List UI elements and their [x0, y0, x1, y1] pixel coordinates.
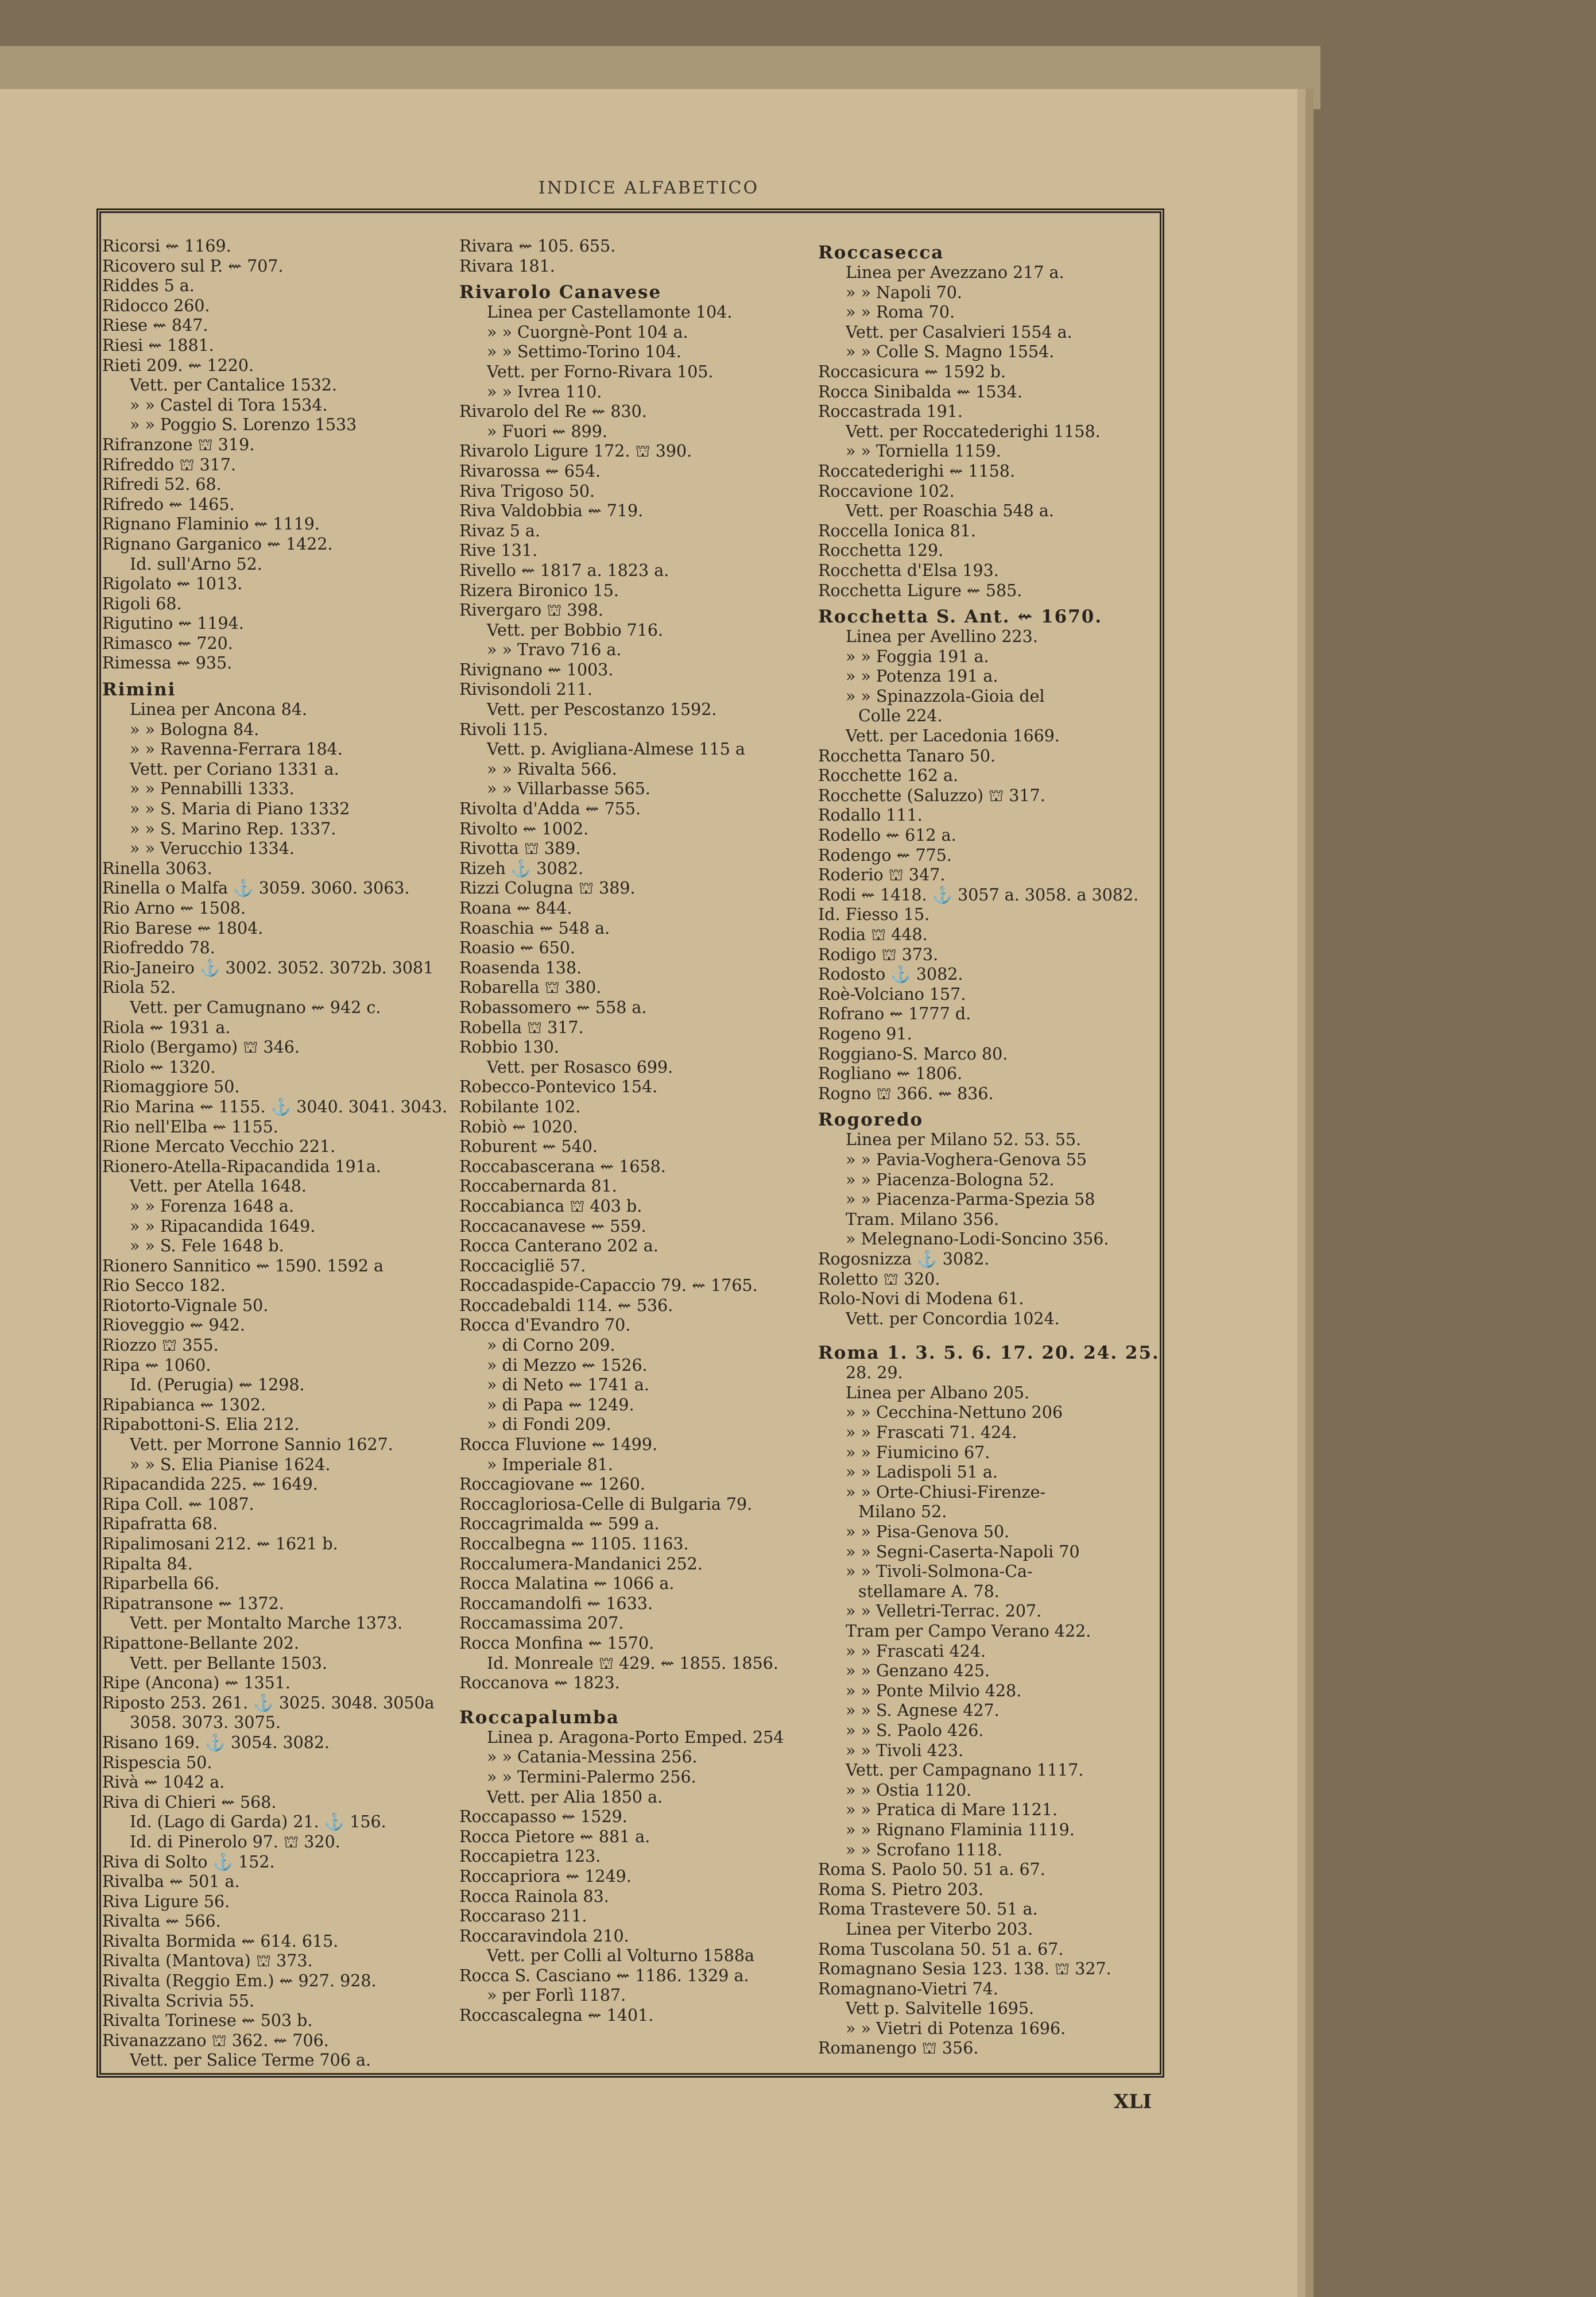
- index-entry: » » Ponte Milvio 428.: [846, 1681, 1022, 1700]
- index-entry: Linea per Castellamonte 104.: [487, 303, 733, 322]
- index-entry: Rivisondoli 211.: [459, 680, 593, 699]
- index-entry: Ricovero sul P. ⇜ 707.: [102, 256, 284, 276]
- index-entry: » » Frascati 424.: [846, 1641, 986, 1661]
- index-entry: Ripabianca ⇜ 1302.: [102, 1395, 266, 1414]
- index-entry: Vett. p. Avigliana-Almese 115 a: [487, 740, 745, 759]
- index-entry: » » S. Agnese 427.: [846, 1701, 1000, 1720]
- index-entry: Ripe (Ancona) ⇜ 1351.: [102, 1673, 290, 1693]
- index-entry: Riva Trigoso 50.: [459, 481, 595, 501]
- index-entry: Rimessa ⇜ 935.: [102, 653, 233, 673]
- index-entry: Vett. per Montalto Marche 1373.: [130, 1614, 403, 1633]
- index-entry: Riva Valdobbia ⇜ 719.: [459, 501, 644, 521]
- index-entry: Riotorto-Vignale 50.: [102, 1296, 269, 1315]
- index-entry: » di Fondi 209.: [487, 1415, 611, 1434]
- index-entry: Vett. per Campagnano 1117.: [846, 1761, 1084, 1780]
- index-entry: Rivalta ⇜ 566.: [102, 1912, 221, 1931]
- index-entry: » » Ivrea 110.: [487, 382, 602, 401]
- index-entry: Romagnano Sesia 123. 138. ⛫ 327.: [818, 1959, 1111, 1979]
- index-entry: Rocca Pietore ⇜ 881 a.: [459, 1827, 650, 1846]
- index-entry: Linea per Albano 205.: [846, 1383, 1030, 1402]
- index-entry: Roccapasso ⇜ 1529.: [459, 1807, 627, 1827]
- index-entry: Rocca Fluvione ⇜ 1499.: [459, 1435, 658, 1455]
- index-entry: Ripafratta 68.: [102, 1514, 218, 1534]
- index-column-3: [818, 237, 1163, 2059]
- index-entry: » » S. Elia Pianise 1624.: [130, 1455, 331, 1474]
- index-entry: Robbio 130.: [459, 1038, 559, 1057]
- page-title: INDICE ALFABETICO: [538, 178, 760, 198]
- index-entry: Roma S. Paolo 50. 51 a. 67.: [818, 1860, 1045, 1880]
- index-entry: Vett. per Bellante 1503.: [130, 1653, 328, 1673]
- index-entry: Id. Fiesso 15.: [818, 905, 930, 925]
- index-entry: Rogliano ⇜ 1806.: [818, 1064, 963, 1084]
- index-entry: » » Tivoli 423.: [846, 1741, 964, 1760]
- index-entry: [818, 1329, 1163, 1337]
- index-entry: Rivoli 115.: [459, 720, 548, 739]
- index-entry: Roccaraso 211.: [459, 1907, 587, 1926]
- index-entry: Roccanova ⇜ 1823.: [459, 1673, 620, 1693]
- index-entry: Roccatederighi ⇜ 1158.: [818, 461, 1016, 481]
- index-entry: Roccaravindola 210.: [459, 1926, 629, 1946]
- index-entry: Rifranzone ⛫ 319.: [102, 435, 255, 454]
- index-column-1: [102, 237, 448, 2071]
- index-entry: » di Mezzo ⇜ 1526.: [487, 1355, 648, 1375]
- index-entry: Rivara 181.: [459, 256, 555, 276]
- index-entry: » » Foggia 191 a.: [846, 647, 989, 666]
- index-entry: Riola 52.: [102, 978, 176, 997]
- index-entry: Riesi ⇜ 1881.: [102, 335, 214, 355]
- index-entry: » » Poggio S. Lorenzo 1533: [130, 415, 357, 435]
- index-entry: Rodi ⇜ 1418. ⚓ 3057 a. 3058. a 3082.: [818, 885, 1139, 904]
- index-entry: Romagnano-Vietri 74.: [818, 1979, 998, 1998]
- index-entry: Ripattone-Bellante 202.: [102, 1633, 299, 1653]
- index-entry: Id. Monreale ⛫ 429. ⇜ 1855. 1856.: [487, 1653, 778, 1673]
- index-entry: » » Bologna 84.: [130, 720, 259, 739]
- index-entry: Rio Arno ⇜ 1508.: [102, 899, 246, 918]
- index-entry: » » Forenza 1648 a.: [130, 1196, 294, 1216]
- index-entry: Rio nell'Elba ⇜ 1155.: [102, 1117, 278, 1136]
- index-entry: Riva di Solto ⚓ 152.: [102, 1852, 275, 1871]
- index-entry: Rivignano ⇜ 1003.: [459, 660, 614, 679]
- index-entry: » » Vietri di Potenza 1696.: [846, 2018, 1066, 2038]
- index-entry: Ripatransone ⇜ 1372.: [102, 1594, 284, 1613]
- index-entry: » Fuori ⇜ 899.: [487, 421, 607, 441]
- index-entry: Ridocco 260.: [102, 296, 210, 315]
- index-entry: Rocca Monfina ⇜ 1570.: [459, 1633, 654, 1653]
- index-entry: Rocca Malatina ⇜ 1066 a.: [459, 1574, 675, 1594]
- index-entry: Roccella Ionica 81.: [818, 521, 976, 540]
- index-entry: Rocca Sinibalda ⇜ 1534.: [818, 382, 1022, 401]
- index-entry: » » Orte-Chiusi-Firenze-: [846, 1482, 1046, 1502]
- index-entry: Robilante 102.: [459, 1097, 581, 1116]
- index-entry: Rizzi Colugna ⛫ 389.: [459, 879, 636, 898]
- index-entry: Ripa ⇜ 1060.: [102, 1355, 211, 1375]
- index-entry: Riomaggiore 50.: [102, 1077, 240, 1097]
- index-entry: Rivolta d'Adda ⇜ 755.: [459, 799, 641, 819]
- index-entry: » » Villarbasse 565.: [487, 779, 650, 799]
- index-entry: Id. (Perugia) ⇜ 1298.: [130, 1375, 305, 1395]
- index-entry: Rocchetta d'Elsa 193.: [818, 560, 999, 580]
- index-entry: » » S. Paolo 426.: [846, 1720, 984, 1740]
- index-entry: Roburent ⇜ 540.: [459, 1137, 598, 1157]
- index-entry: » » Cecchina-Nettuno 206: [846, 1403, 1063, 1422]
- index-entry: » » Piacenza-Bologna 52.: [846, 1170, 1055, 1189]
- index-entry: Linea per Milano 52. 53. 55.: [846, 1130, 1082, 1150]
- index-entry: Roccalumera-Mandanici 252.: [459, 1554, 703, 1573]
- index-entry: » » Pratica di Mare 1121.: [846, 1800, 1058, 1820]
- index-entry: Rocchette 162 a.: [818, 766, 959, 786]
- index-entry: » » Potenza 191 a.: [846, 667, 998, 686]
- index-entry: Roccagrimalda ⇜ 599 a.: [459, 1514, 660, 1534]
- index-entry: Rivello ⇜ 1817 a. 1823 a.: [459, 560, 669, 580]
- index-entry: Rocchette (Saluzzo) ⛫ 317.: [818, 786, 1045, 805]
- index-entry: Rigutino ⇜ 1194.: [102, 614, 244, 633]
- index-entry: Roasio ⇜ 650.: [459, 938, 575, 958]
- index-entry: Rodigo ⛫ 373.: [818, 945, 939, 964]
- index-entry: Rio Secco 182.: [102, 1276, 226, 1296]
- index-entry: » » Piacenza-Parma-Spezia 58: [846, 1190, 1095, 1209]
- index-entry: Roderio ⛫ 347.: [818, 865, 946, 885]
- index-entry: Rignano Flaminio ⇜ 1119.: [102, 515, 320, 534]
- index-entry: Vett. per Camugnano ⇜ 942 c.: [130, 997, 381, 1017]
- index-entry: » » Ripacandida 1649.: [130, 1216, 316, 1236]
- index-entry: Riofreddo 78.: [102, 938, 215, 958]
- index-entry: Rifredo ⇜ 1465.: [102, 494, 235, 514]
- index-entry: Vett. per Coriano 1331 a.: [130, 759, 339, 779]
- index-entry: Riva di Chieri ⇜ 568.: [102, 1792, 277, 1812]
- index-entry: » » Spinazzola-Gioia del: [846, 686, 1045, 706]
- index-entry: Roccabascerana ⇜ 1658.: [459, 1157, 666, 1176]
- index-entry: Riolo ⇜ 1320.: [102, 1057, 216, 1077]
- index-entry: Robella ⛫ 317.: [459, 1018, 584, 1037]
- index-entry: Riozzo ⛫ 355.: [102, 1336, 219, 1355]
- index-heading: Rivarolo Canavese: [459, 282, 662, 303]
- index-entry: Vett. per Casalvieri 1554 a.: [846, 322, 1072, 342]
- index-entry: Rio-Janeiro ⚓ 3002. 3052. 3072b. 3081: [102, 958, 434, 977]
- index-entry: Rivaz 5 a.: [459, 521, 540, 540]
- index-entry: Rocchetta Tanaro 50.: [818, 746, 996, 765]
- index-heading: Rocchetta S. Ant. ⇜ 1670.: [818, 606, 1103, 628]
- index-entry: » » Rignano Flaminia 1119.: [846, 1820, 1075, 1839]
- index-entry: Roccadaspide-Capaccio 79. ⇜ 1765.: [459, 1276, 758, 1296]
- index-entry: » » Catania-Messina 256.: [487, 1747, 698, 1767]
- index-entry: » » Castel di Tora 1534.: [130, 395, 328, 415]
- index-entry: Rogosnizza ⚓ 3082.: [818, 1249, 990, 1269]
- index-entry: Roccaciglië 57.: [459, 1256, 586, 1275]
- index-entry: Riese ⇜ 847.: [102, 316, 208, 335]
- index-entry: Tram per Campo Verano 422.: [846, 1622, 1091, 1641]
- index-entry: Vett. per Atella 1648.: [130, 1177, 307, 1196]
- index-entry: Milano 52.: [858, 1502, 947, 1522]
- index-entry: » » Settimo-Torino 104.: [487, 342, 681, 362]
- index-entry: Linea per Avellino 223.: [846, 627, 1038, 647]
- index-entry: Roana ⇜ 844.: [459, 899, 572, 918]
- index-heading: Rogoredo: [818, 1109, 924, 1131]
- index-entry: Robecco-Pontevico 154.: [459, 1077, 658, 1097]
- index-entry: » » S. Maria di Piano 1332: [130, 799, 350, 819]
- index-entry: » » Frascati 71. 424.: [846, 1423, 1017, 1443]
- index-entry: Vett p. Salvitelle 1695.: [846, 1999, 1035, 2018]
- index-entry: Rodengo ⇜ 775.: [818, 845, 952, 865]
- index-entry: » » S. Fele 1648 b.: [130, 1236, 284, 1256]
- index-entry: Robiò ⇜ 1020.: [459, 1117, 578, 1136]
- index-entry: Roccagloriosa-Celle di Bulgaria 79.: [459, 1494, 753, 1514]
- index-entry: Rifredi 52. 68.: [102, 475, 222, 494]
- index-entry: Vett. per Pescostanzo 1592.: [487, 700, 717, 720]
- index-entry: Vett. per Concordia 1024.: [846, 1309, 1060, 1328]
- index-entry: Robarella ⛫ 380.: [459, 978, 602, 997]
- index-entry: » » Termini-Palermo 256.: [487, 1767, 696, 1786]
- index-entry: » » Pisa-Genova 50.: [846, 1522, 1010, 1542]
- index-entry: Rispescia 50.: [102, 1753, 212, 1772]
- index-entry: » » Cuorgnè-Pont 104 a.: [487, 322, 688, 342]
- index-entry: » » Segni-Caserta-Napoli 70: [846, 1542, 1080, 1561]
- index-entry: Rivalta Bormida ⇜ 614. 615.: [102, 1931, 339, 1951]
- index-entry: Vett. per Cantalice 1532.: [130, 376, 337, 395]
- index-entry: Vett. per Lacedonia 1669.: [846, 726, 1060, 746]
- index-entry: Rocca S. Casciano ⇜ 1186. 1329 a.: [459, 1966, 749, 1985]
- index-entry: Rivarossa ⇜ 654.: [459, 461, 601, 481]
- index-entry: Rio Marina ⇜ 1155. ⚓ 3040. 3041. 3043.: [102, 1097, 448, 1116]
- index-entry: Rivalba ⇜ 501 a.: [102, 1872, 240, 1892]
- index-entry: Rivolto ⇜ 1002.: [459, 819, 589, 838]
- index-entry: » » Rivalta 566.: [487, 759, 617, 779]
- index-entry: Ripa Coll. ⇜ 1087.: [102, 1494, 254, 1514]
- index-entry: Riddes 5 a.: [102, 276, 195, 296]
- index-entry: » » Tivoli-Solmona-Ca-: [846, 1562, 1033, 1581]
- index-entry: Rinella o Malfa ⚓ 3059. 3060. 3063.: [102, 879, 410, 898]
- index-heading: Roccapalumba: [459, 1707, 619, 1728]
- index-entry: Rodosto ⚓ 3082.: [818, 965, 963, 984]
- index-entry: » » Pennabilli 1333.: [130, 779, 295, 799]
- index-entry: » » Scrofano 1118.: [846, 1840, 1002, 1859]
- index-entry: Roma S. Pietro 203.: [818, 1880, 984, 1899]
- index-entry: Rive 131.: [459, 541, 538, 560]
- index-entry: Roccacanavese ⇜ 559.: [459, 1216, 646, 1236]
- index-entry: Roccadebaldi 114. ⇜ 536.: [459, 1296, 673, 1315]
- page-number: XLI: [1114, 2090, 1152, 2113]
- index-entry: Vett. per Roccatederighi 1158.: [846, 421, 1101, 441]
- index-entry: [459, 1693, 809, 1702]
- index-entry: » » Travo 716 a.: [487, 640, 622, 660]
- index-entry: Riolo (Bergamo) ⛫ 346.: [102, 1038, 300, 1057]
- index-entry: Rifreddo ⛫ 317.: [102, 455, 237, 474]
- index-entry: Rivanazzano ⛫ 362. ⇜ 706.: [102, 2031, 329, 2050]
- index-entry: Rodallo 111.: [818, 806, 923, 825]
- index-entry: Id. di Pinerolo 97. ⛫ 320.: [130, 1832, 340, 1851]
- index-entry: » » Pavia-Voghera-Genova 55: [846, 1150, 1087, 1169]
- index-entry: Rolo-Novi di Modena 61.: [818, 1289, 1024, 1309]
- index-entry: Roccamassima 207.: [459, 1614, 624, 1633]
- index-column-2: [459, 237, 809, 2026]
- index-entry: Roè-Volciano 157.: [818, 984, 966, 1004]
- index-entry: Rocca d'Evandro 70.: [459, 1316, 631, 1335]
- index-entry: Rio Barese ⇜ 1804.: [102, 918, 264, 938]
- index-entry: Rignano Garganico ⇜ 1422.: [102, 534, 333, 554]
- index-entry: Rioveggio ⇜ 942.: [102, 1316, 245, 1335]
- index-entry: Vett. per Alia 1850 a.: [487, 1787, 663, 1807]
- index-entry: Rivergaro ⛫ 398.: [459, 601, 603, 620]
- index-entry: Rocchetta 129.: [818, 541, 944, 560]
- index-entry: Rocca Canterano 202 a.: [459, 1236, 658, 1256]
- index-entry: Rocca Rainola 83.: [459, 1886, 609, 1906]
- index-entry: Rione Mercato Vecchio 221.: [102, 1137, 336, 1157]
- index-entry: Rigoli 68.: [102, 594, 182, 613]
- index-entry: Rodia ⛫ 448.: [818, 925, 928, 944]
- index-entry: Rodello ⇜ 612 a.: [818, 826, 956, 845]
- index-entry: Roletto ⛫ 320.: [818, 1269, 940, 1289]
- index-entry: Vett. per Salice Terme 706 a.: [130, 2051, 371, 2070]
- index-entry: Ricorsi ⇜ 1169.: [102, 237, 231, 256]
- index-entry: 3058. 3073. 3075.: [130, 1713, 281, 1733]
- index-entry: Vett. per Colli al Volturno 1588a: [487, 1946, 754, 1966]
- index-entry: Rivalta (Mantova) ⛫ 373.: [102, 1951, 313, 1971]
- index-entry: Ripalta 84.: [102, 1554, 193, 1573]
- index-entry: Linea per Viterbo 203.: [846, 1919, 1033, 1939]
- index-entry: Roccasicura ⇜ 1592 b.: [818, 362, 1006, 381]
- index-entry: Rivarolo del Re ⇜ 830.: [459, 402, 647, 421]
- index-entry: Roma Trastevere 50. 51 a.: [818, 1900, 1038, 1919]
- index-entry: Riposto 253. 261. ⚓ 3025. 3048. 3050a: [102, 1693, 435, 1712]
- index-entry: Vett. per Roaschia 548 a.: [846, 501, 1054, 521]
- index-entry: » » Ostia 1120.: [846, 1780, 972, 1800]
- index-entry: Tram. Milano 356.: [846, 1209, 1000, 1229]
- index-entry: Rionero Sannitico ⇜ 1590. 1592 a: [102, 1256, 384, 1275]
- index-entry: » » Ladispoli 51 a.: [846, 1463, 998, 1482]
- index-entry: » » Torniella 1159.: [846, 442, 1001, 461]
- index-entry: Rizeh ⚓ 3082.: [459, 859, 584, 878]
- index-entry: Roccamandolfi ⇜ 1633.: [459, 1594, 653, 1613]
- index-entry: Rogeno 91.: [818, 1024, 912, 1043]
- index-entry: Vett. per Rosasco 699.: [487, 1057, 673, 1077]
- index-entry: Rionero-Atella-Ripacandida 191a.: [102, 1157, 381, 1176]
- index-entry: Roccagiovane ⇜ 1260.: [459, 1475, 645, 1494]
- index-entry: Rivalta Torinese ⇜ 503 b.: [102, 2011, 313, 2031]
- index-entry: Ripabottoni-S. Elia 212.: [102, 1415, 300, 1434]
- index-entry: » Melegnano-Lodi-Soncino 356.: [846, 1229, 1109, 1249]
- index-entry: Rivara ⇜ 105. 655.: [459, 237, 616, 256]
- index-entry: Rieti 209. ⇜ 1220.: [102, 355, 254, 375]
- index-heading: Roma 1. 3. 5. 6. 17. 20. 24. 25.: [818, 1343, 1160, 1364]
- index-entry: » » Roma 70.: [846, 303, 955, 322]
- index-entry: » » Genzano 425.: [846, 1661, 990, 1681]
- index-entry: Linea per Avezzano 217 a.: [846, 263, 1064, 282]
- index-entry: » » Colle S. Magno 1554.: [846, 342, 1055, 362]
- index-entry: Roccapriora ⇜ 1249.: [459, 1866, 632, 1886]
- index-entry: » » Fiumicino 67.: [846, 1443, 990, 1462]
- index-entry: Vett. per Morrone Sannio 1627.: [130, 1435, 393, 1455]
- index-entry: » di Papa ⇜ 1249.: [487, 1395, 634, 1414]
- index-entry: Roccastrada 191.: [818, 402, 963, 421]
- index-entry: » » Velletri-Terrac. 207.: [846, 1602, 1042, 1621]
- index-entry: Roccascalegna ⇜ 1401.: [459, 2006, 654, 2025]
- index-entry: Roaschia ⇜ 548 a.: [459, 918, 610, 938]
- index-entry: » di Neto ⇜ 1741 a.: [487, 1375, 649, 1395]
- index-entry: Roccabernarda 81.: [459, 1177, 617, 1196]
- index-entry: Rocchetta Ligure ⇜ 585.: [818, 581, 1022, 600]
- index-entry: Rivotta ⛫ 389.: [459, 839, 581, 859]
- index-entry: Rivarolo Ligure 172. ⛫ 390.: [459, 442, 692, 461]
- index-entry: Roccalbegna ⇜ 1105. 1163.: [459, 1534, 689, 1553]
- index-entry: Romanengo ⛫ 356.: [818, 2039, 979, 2058]
- index-entry: Roma Tuscolana 50. 51 a. 67.: [818, 1939, 1064, 1959]
- index-entry: Rivalta Scrivia 55.: [102, 1991, 255, 2010]
- index-entry: Rinella 3063.: [102, 859, 212, 878]
- index-entry: Riola ⇜ 1931 a.: [102, 1018, 231, 1037]
- index-entry: Rofrano ⇜ 1777 d.: [818, 1004, 971, 1024]
- index-entry: Ripacandida 225. ⇜ 1649.: [102, 1475, 318, 1494]
- index-entry: Rizera Bironico 15.: [459, 581, 619, 600]
- index-entry: Ripalimosani 212. ⇜ 1621 b.: [102, 1534, 338, 1553]
- index-entry: Rimasco ⇜ 720.: [102, 633, 233, 653]
- index-entry: Riparbella 66.: [102, 1574, 220, 1594]
- index-entry: Rivalta (Reggio Em.) ⇜ 927. 928.: [102, 1971, 377, 1991]
- index-entry: Vett. per Bobbio 716.: [487, 620, 664, 640]
- index-entry: » Imperiale 81.: [487, 1455, 613, 1474]
- index-entry: » » Napoli 70.: [846, 283, 962, 302]
- index-entry: Roccabianca ⛫ 403 b.: [459, 1196, 642, 1216]
- index-entry: » per Forlì 1187.: [487, 1986, 626, 2005]
- index-heading: Roccasecca: [818, 242, 944, 263]
- index-entry: 28. 29.: [846, 1363, 903, 1383]
- index-entry: Id. (Lago di Garda) 21. ⚓ 156.: [130, 1812, 386, 1832]
- index-entry: Risano 169. ⚓ 3054. 3082.: [102, 1733, 330, 1752]
- index-entry: Rigolato ⇜ 1013.: [102, 574, 243, 594]
- index-entry: Robassomero ⇜ 558 a.: [459, 997, 647, 1017]
- index-entry: » » S. Marino Rep. 1337.: [130, 819, 336, 838]
- index-entry: Roccavione 102.: [818, 481, 955, 501]
- index-entry: Roccapietra 123.: [459, 1847, 601, 1866]
- index-entry: Roggiano-S. Marco 80.: [818, 1044, 1008, 1064]
- index-entry: Linea per Ancona 84.: [130, 700, 307, 720]
- index-entry: Rivà ⇜ 1042 a.: [102, 1773, 225, 1792]
- index-entry: » di Corno 209.: [487, 1336, 615, 1355]
- index-heading: Rimini: [102, 679, 176, 701]
- index-entry: » » Verucchio 1334.: [130, 839, 295, 859]
- index-entry: stellamare A. 78.: [858, 1581, 1000, 1601]
- index-entry: » » Ravenna-Ferrara 184.: [130, 740, 343, 759]
- index-entry: Id. sull'Arno 52.: [130, 554, 262, 574]
- index-entry: Linea p. Aragona-Porto Emped. 254: [487, 1727, 784, 1747]
- index-entry: Rogno ⛫ 366. ⇜ 836.: [818, 1084, 994, 1103]
- index-entry: Riva Ligure 56.: [102, 1892, 230, 1911]
- index-entry: Vett. per Forno-Rivara 105.: [487, 362, 714, 381]
- index-entry: Roasenda 138.: [459, 958, 582, 977]
- index-entry: Colle 224.: [858, 706, 943, 726]
